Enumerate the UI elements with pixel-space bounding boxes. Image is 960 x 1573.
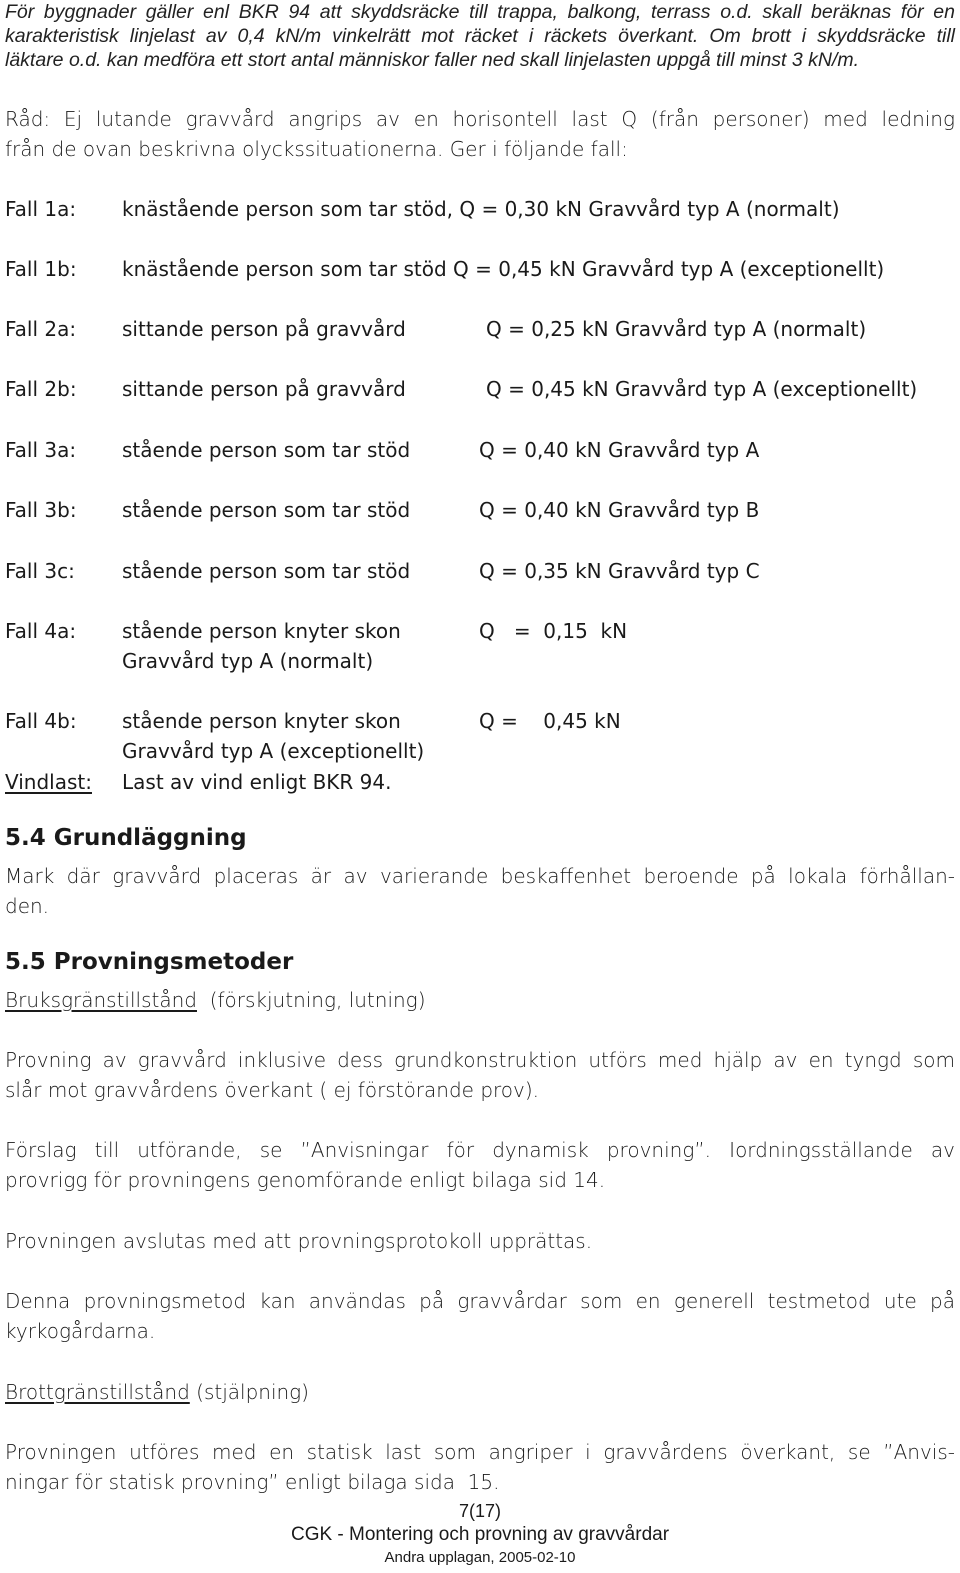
subheading-term: Brottgränstillstånd: [5, 1380, 190, 1404]
subheading-note: (förskjutning, lutning): [196, 988, 426, 1012]
paragraph-line: slår mot gravvårdens överkant ( ej förstörande prov).: [5, 1078, 540, 1102]
case-description: stående person som tar stöd: [122, 498, 411, 522]
case-description: stående person knyter skon: [122, 619, 401, 643]
intro-line: För byggnader gäller enl BKR 94 att skyddsräcke till trappa, balkong, terrass o.d. skall beräknas för en: [5, 1, 955, 23]
case-description: stående person som tar stöd: [122, 559, 411, 583]
case-label: Fall 2b:: [5, 377, 77, 401]
case-description: sittande person på gravvård: [122, 317, 406, 341]
case-description-continued: Gravvård typ A (exceptionellt): [122, 739, 425, 763]
case-description: stående person som tar stöd: [122, 438, 411, 462]
paragraph-line: kyrkogårdarna.: [5, 1319, 156, 1343]
subheading-note: (stjälpning): [189, 1380, 309, 1404]
case-description-continued: Gravvård typ A (normalt): [122, 649, 374, 673]
paragraph-line: Provningen utföres med en statisk last som angriper i gravvårdens överkant, se ”Anvis-: [5, 1440, 955, 1464]
paragraph-line: Förslag till utförande, se ”Anvisningar för dynamisk provning”. Iordningsställande av: [5, 1138, 955, 1162]
case-load-value: Q = 0,45 kN Gravvård typ A (exceptionellt): [486, 377, 918, 401]
paragraph-line: Provning av gravvård inklusive dess grundkonstruktion utförs med hjälp av en tyngd som: [5, 1048, 955, 1072]
rad-line: Råd: Ej lutande gravvård angrips av en horisontell last Q (från personer) med ledning: [5, 107, 955, 131]
case-label: Fall 1b:: [5, 257, 77, 281]
case-load-value: Q = 0,40 kN Gravvård typ B: [479, 498, 760, 522]
case-description: sittande person på gravvård: [122, 377, 406, 401]
case-load-value: Q = 0,40 kN Gravvård typ A: [479, 438, 760, 462]
paragraph-line: Provningen avslutas med att provningsprotokoll upprättas.: [5, 1229, 593, 1253]
paragraph-line: provrigg för provningens genomförande enligt bilaga sid 14.: [5, 1168, 606, 1192]
document-title: CGK - Montering och provning av gravvårdar: [290, 1524, 670, 1545]
case-load-value: Q = 0,35 kN Gravvård typ C: [479, 559, 760, 583]
case-label: Fall 2a:: [5, 317, 77, 341]
subheading-serviceability: [5, 985, 426, 1015]
edition-date: Andra upplagan, 2005-02-10: [384, 1549, 576, 1566]
case-label: Vindlast:: [5, 770, 92, 794]
case-label: Fall 3a:: [5, 438, 77, 462]
case-label: Fall 4a:: [5, 619, 77, 643]
case-load-value: Q = 0,25 kN Gravvård typ A (normalt): [486, 317, 867, 341]
subheading-ultimate: [5, 1377, 309, 1407]
paragraph-line: den.: [5, 894, 50, 918]
intro-line: karakteristisk linjelast av 0,4 kN/m vinkelrätt mot räcket i räckets överkant. Om brott i skyddsräcke till: [5, 25, 955, 47]
case-load-value: Q = 0,15 kN: [479, 619, 628, 643]
case-description: Last av vind enligt BKR 94.: [122, 770, 392, 794]
case-label: Fall 3b:: [5, 498, 77, 522]
intro-line: läktare o.d. kan medföra ett stort antal människor faller ned skall linjelasten uppgå till minst 3 kN/m.: [5, 49, 860, 71]
case-description: knästående person som tar stöd, Q = 0,30 kN Gravvård typ A (normalt): [122, 197, 840, 221]
section-heading: 5.4 Grundläggning: [5, 825, 247, 851]
paragraph-line: Denna provningsmetod kan användas på gravvårdar som en generell testmetod ute på: [5, 1289, 955, 1313]
case-description: knästående person som tar stöd Q = 0,45 kN Gravvård typ A (exceptionellt): [122, 257, 885, 281]
section-heading: 5.5 Provningsmetoder: [5, 949, 294, 975]
case-label: Fall 4b:: [5, 709, 77, 733]
subheading-term: Bruksgränstillstånd: [5, 988, 197, 1012]
page-number: 7(17): [458, 1501, 502, 1521]
paragraph-line: ningar för statisk provning” enligt bilaga sida 15.: [5, 1470, 500, 1494]
case-label: Fall 3c:: [5, 559, 75, 583]
paragraph-line: Mark där gravvård placeras är av varierande beskaffenhet beroende på lokala förhållan-: [5, 864, 955, 888]
case-description: stående person knyter skon: [122, 709, 401, 733]
rad-line: från de ovan beskrivna olyckssituationerna. Ger i följande fall:: [5, 137, 628, 161]
case-load-value: Q = 0,45 kN: [479, 709, 621, 733]
case-label: Fall 1a:: [5, 197, 77, 221]
